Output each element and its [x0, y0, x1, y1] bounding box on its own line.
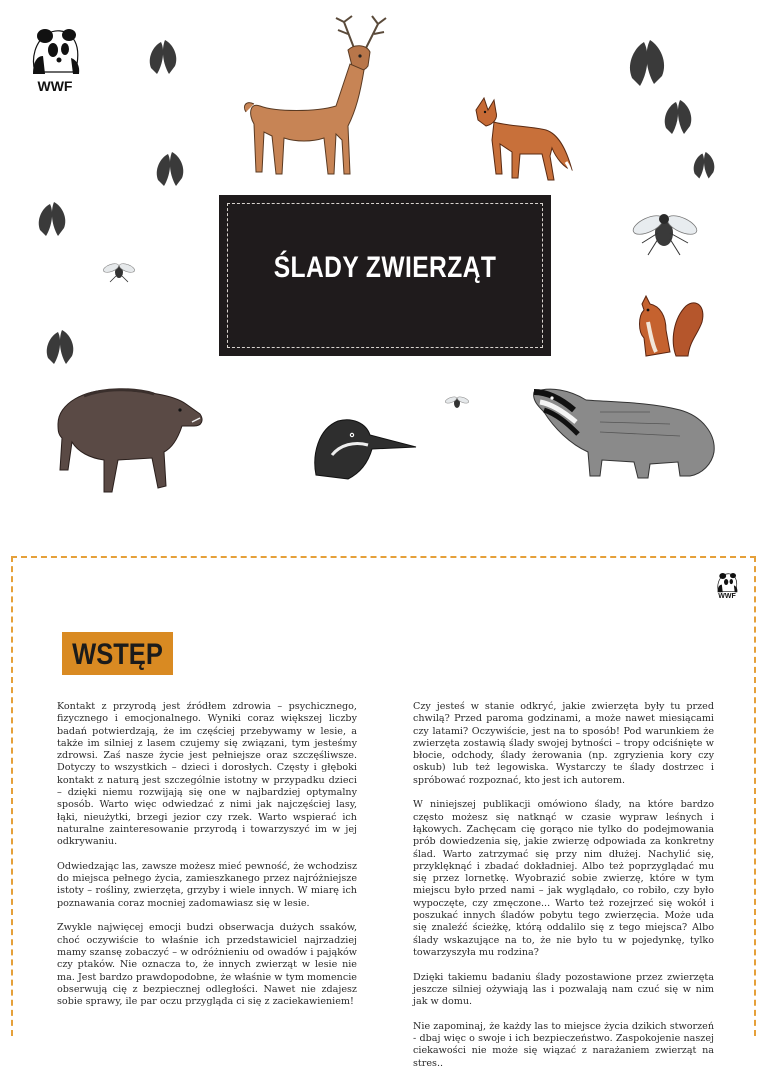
badger-illustration	[530, 382, 720, 482]
tiny-fly-icon	[444, 392, 470, 412]
wwf-logo-small	[714, 570, 740, 602]
small-fly-icon	[102, 258, 136, 284]
track-print-icon	[690, 150, 718, 182]
paragraph: Zwykle najwięcej emocji budzi obserwacja dużych ssaków, choć oczywiście to właśnie ich przedstawiciel najrzadziej mamy szansę zobaczyć – w odróżnieniu od owadów i pająków czy ptaków. Nie oznacza to, że innych zwierząt w lesie nie ma. Jest bardzo prawdopodobne, że właśnie w tym momencie obserwują cię z bezpiecznej odległości. Nawet nie zdajesz sobie sprawy, ile par oczu przygląda ci się z zaciekawieniem!	[57, 922, 357, 1008]
wwf-logo	[27, 22, 83, 94]
section-heading: WSTĘP	[72, 638, 163, 671]
paragraph: Czy jesteś w stanie odkryć, jakie zwierzęta były tu przed chwilą? Przed paroma godzinami, a może nawet miesiącami czy latami? Oczywiście, jest na to sposób! Pod warunkiem że zwierzęta zostawią ślady swojej bytności – tropy odciśnięte w błocie, odchody, ślady żerowania (np. zgryzienia kory czy oskub) lub też legowiska. Wystarczy te ślady dostrzec i spróbować rozpoznać, kto jest ich autorem.	[413, 701, 714, 786]
text-column-right	[413, 701, 714, 1082]
squirrel-illustration	[636, 292, 706, 362]
paragraph: Nie zapominaj, że każdy las to miejsce życia dzikich stworzeń - dbaj więc o swoje i ich bezpieczeństwo. Zaspokojenie naszej ciekawości nie może się wiązać z narażaniem zwierząt na stres..	[413, 1020, 714, 1069]
panda-icon	[714, 570, 740, 594]
panda-icon	[27, 22, 83, 78]
paragraph: Kontakt z przyrodą jest źródłem zdrowia – psychicznego, fizycznego i emocjonalnego. Wyniki coraz większej liczby badań potwierdzają, że im częściej przebywamy w lesie, a także im silniej z lasem czujemy się związani, tym jesteśmy zdrowsi. Zaś nasze życie jest pełniejsze oraz szczęśliwsze. Dotyczy to wszystkich – dzieci i dorosłych. Częsty i głęboki kontakt z naturą jest szczególnie istotny w przypadku dzieci – dzięki niemu rozwijają się one w najbardziej optymalny sposób. Warto więc odwiedzać z nimi jak najczęściej lasy, łąki, nieużytki, brzegi jezior czy rzek. Warto wspierać ich naturalne zainteresowanie przyrodą i towarzyszyć im w jej odkrywaniu.	[57, 701, 357, 848]
wwf-logo-text: WWF	[718, 593, 736, 600]
track-print-icon	[624, 38, 670, 90]
deer-illustration	[236, 14, 406, 180]
track-print-icon	[660, 98, 696, 138]
text-column-left	[57, 701, 357, 1021]
section-heading-badge	[62, 632, 173, 675]
cover-title: ŚLADY ZWIERZĄT	[273, 251, 497, 284]
track-print-icon	[152, 150, 188, 190]
cover-title-box	[219, 195, 551, 356]
track-print-icon	[42, 328, 78, 368]
track-print-icon	[145, 38, 181, 78]
track-print-icon	[34, 200, 70, 240]
fly-insect-illustration	[628, 203, 702, 261]
fox-illustration	[470, 96, 575, 184]
cover-section	[0, 0, 768, 540]
paragraph: Dzięki takiemu badaniu ślady pozostawione przez zwierzęta jeszcze silniej ożywiają las i pozwalają nam czuć się w nim jak w domu.	[413, 971, 714, 1008]
paragraph: W niniejszej publikacji omówiono ślady, na które bardzo często możesz się natknąć w czasie wypraw leśnych i łąkowych. Zachęcam cię gorąco nie tylko do podejmowania prób dowiedzenia się, jakie zwierzę odpowiada za konkretny ślad. Warto zatrzymać się przy nim dłużej. Nachylić się, przyklęknąć i zbadać dokładniej. Albo też poprzyglądać mu się przez lornetkę. Wyobrazić sobie zwierzę, które w tym miejscu było przed nami – jak wyglądało, co robiło, czy było wypoczęte, czy zmęczone... Warto też rozejrzeć się wokół i poszukać innych śladów pobytu tego zwierzęcia. Może uda się znaleźć ścieżkę, którą oddalilo się z tego miejsca? Albo ślady wskazujące na to, że nie było tu w pojedynkę, tylko towarzyszyła mu rodzina?	[413, 799, 714, 958]
bird-head-illustration	[312, 415, 422, 481]
wild-boar-illustration	[54, 378, 206, 498]
wwf-logo-text: WWF	[37, 78, 73, 94]
paragraph: Odwiedzając las, zawsze możesz mieć pewność, że wchodzisz do miejsca pełnego życia, zamieszkanego przez najróżniejsze istoty – rośliny, zwierzęta, grzyby i wiele innych. W miarę ich poznawania coraz mocniej zadomawiasz się w lesie.	[57, 860, 357, 909]
